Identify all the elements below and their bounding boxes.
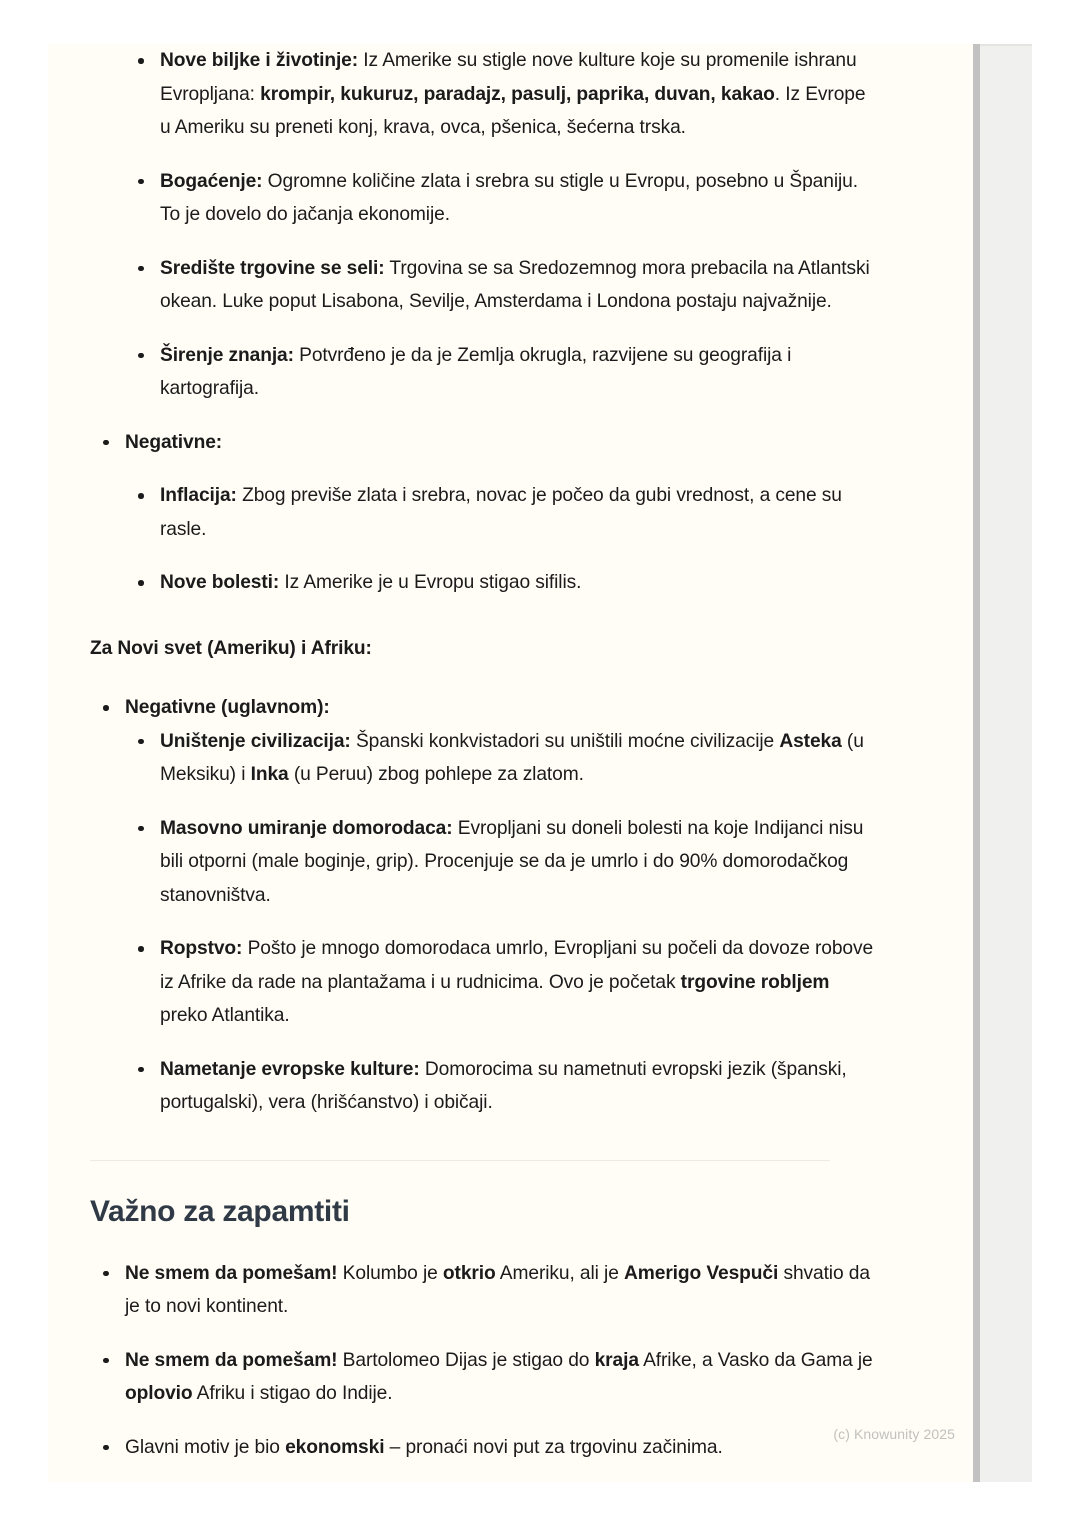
- item-text: (u Meksiku) i: [160, 730, 864, 785]
- list-item: [90, 252, 880, 319]
- new-world-lead: Za Novi svet (Ameriku) i Afriku:: [90, 637, 372, 659]
- spacer: [90, 1411, 880, 1431]
- item-text: . Iz Evrope u Ameriku su preneti konj, krava, ovca, pšenica, šećerna trska.: [160, 83, 866, 138]
- right-side-panel: [980, 44, 1032, 1482]
- item-text: – pronaći novi put za trgovinu začinima.: [384, 1436, 723, 1458]
- list-item: [90, 932, 880, 1033]
- item-rich-text: [160, 171, 858, 226]
- item-label: Središte trgovine se seli:: [160, 257, 385, 279]
- item-emphasis: krompir, kukuruz, paradajz, pasulj, paprika, duvan, kakao: [260, 83, 775, 105]
- item-emphasis: Asteka: [779, 730, 842, 752]
- item-emphasis: Inka: [250, 764, 289, 785]
- item-rich-text: [125, 1263, 870, 1318]
- item-text: shvatio da je to novi kontinent.: [125, 1262, 870, 1317]
- item-emphasis: Amerigo Vespuči: [624, 1262, 779, 1284]
- item-emphasis: oplovio: [125, 1383, 193, 1404]
- page-title: Važno za zapamtiti: [90, 1194, 350, 1228]
- list-item-heading: [90, 691, 880, 725]
- item-text: Glavni motiv je bio: [125, 1436, 286, 1458]
- item-text: Domorocima su nametnuti evropski jezik (španski, portugalski), vera (hrišćanstvo) i običaji.: [160, 1058, 847, 1113]
- bullet-icon: [103, 1445, 109, 1451]
- item-rich-text: [160, 345, 791, 400]
- item-emphasis: kraja: [594, 1349, 639, 1371]
- item-text: Bartolomeo Dijas je stigao do: [337, 1349, 595, 1371]
- item-emphasis: otkrio: [442, 1262, 496, 1284]
- item-label: Ropstvo:: [160, 938, 243, 959]
- item-text: Afrike, a Vasko da Gama je: [638, 1349, 873, 1371]
- list-item: [90, 479, 880, 546]
- list-item: [90, 1053, 880, 1120]
- list-item: [90, 1344, 880, 1411]
- new-world-list: [90, 691, 880, 1120]
- bullet-icon: [138, 353, 144, 359]
- item-label: Nove biljke i životinje:: [160, 50, 359, 71]
- item-text: Evropljani su doneli bolesti na koje Indijanci nisu bili otporni (male boginje, grip). Procenjuje se da je umrlo i do 90% domorodačkog stanovništva.: [160, 817, 864, 906]
- list-item: [90, 1431, 880, 1465]
- item-rich-text: [160, 938, 873, 1026]
- bullet-icon: [138, 1067, 144, 1073]
- list-item: [90, 165, 880, 232]
- spacer: [90, 406, 880, 426]
- item-rich-text: [125, 1437, 723, 1458]
- bullet-icon: [138, 179, 144, 185]
- item-rich-text: [160, 572, 581, 593]
- item-rich-text: [160, 258, 870, 313]
- list-item: [90, 566, 880, 600]
- bullet-icon: [138, 946, 144, 952]
- list-item-heading: [90, 426, 880, 460]
- vertical-scrollbar[interactable]: [972, 44, 980, 1482]
- spacer: [90, 319, 880, 339]
- important-list: [90, 1257, 880, 1465]
- item-label: Bogaćenje:: [160, 170, 263, 192]
- list-item: [90, 1257, 880, 1324]
- spacer: [90, 145, 880, 165]
- spacer: [90, 665, 880, 685]
- watermark: (c) Knowunity 2025: [833, 1426, 955, 1442]
- spacer: [90, 459, 880, 479]
- spacer: [90, 232, 880, 252]
- list-item: [90, 44, 880, 145]
- bullet-icon: [138, 266, 144, 272]
- item-label: Negativne:: [125, 431, 223, 453]
- item-label: Masovno umiranje domorodaca:: [160, 817, 453, 839]
- item-emphasis: ekonomski: [285, 1436, 385, 1458]
- list-item: [90, 339, 880, 406]
- item-rich-text: [125, 432, 222, 453]
- item-text: preko Atlantika.: [160, 1005, 290, 1026]
- item-label: Ne smem da pomešam!: [125, 1349, 338, 1371]
- positive-effects-list: [90, 44, 880, 406]
- item-label: Nove bolesti:: [160, 572, 280, 593]
- item-rich-text: [160, 818, 863, 906]
- bullet-icon: [103, 440, 109, 446]
- bullet-icon: [138, 58, 144, 64]
- item-text: Ameriku, ali je: [495, 1262, 625, 1284]
- bullet-icon: [138, 580, 144, 586]
- bullet-icon: [138, 826, 144, 832]
- spacer: [90, 1324, 880, 1344]
- spacer: [90, 600, 880, 620]
- negative-europe-list: [90, 426, 880, 600]
- item-label: Negativne (uglavnom):: [125, 697, 330, 718]
- spacer: [90, 1181, 880, 1193]
- bullet-icon: [138, 739, 144, 745]
- spacer: [90, 1231, 880, 1251]
- item-label: Širenje znanja:: [160, 344, 294, 366]
- item-label: Ne smem da pomešam!: [125, 1262, 338, 1284]
- bullet-icon: [103, 705, 109, 711]
- right-side-panel-top-border: [980, 44, 1032, 46]
- bullet-icon: [103, 1271, 109, 1277]
- item-rich-text: [160, 485, 842, 540]
- item-text: Potvrđeno je da je Zemlja okrugla, razvijene su geografija i kartografija.: [160, 344, 792, 399]
- item-rich-text: [160, 1059, 847, 1114]
- spacer: [90, 912, 880, 932]
- bullet-icon: [103, 1358, 109, 1364]
- spacer: [90, 546, 880, 566]
- item-text: Zbog previše zlata i srebra, novac je počeo da gubi vrednost, a cene su rasle.: [160, 485, 842, 540]
- item-text: Pošto je mnogo domorodaca umrlo, Evropljani su počeli da dovoze robove iz Afrike da rade na plantažama i u rudnicima. Ovo je početak: [160, 938, 874, 993]
- item-rich-text: [125, 1350, 873, 1405]
- item-rich-text: [160, 731, 864, 786]
- item-text: (u Peruu) zbog pohlepe za zlatom.: [288, 764, 584, 785]
- spacer: [90, 792, 880, 812]
- spacer: [90, 1140, 880, 1160]
- item-rich-text: [160, 50, 865, 138]
- list-item: [90, 812, 880, 913]
- list-item: [90, 725, 880, 792]
- item-text: Afriku i stigao do Indije.: [192, 1383, 393, 1404]
- item-text: Španski konkvistadori su uništili moćne civilizacije: [350, 730, 780, 752]
- item-text: Iz Amerike je u Evropu stigao sifilis.: [279, 572, 582, 593]
- item-text: Iz Amerike su stigle nove kulture koje su promenile ishranu Evropljana:: [160, 50, 857, 105]
- spacer: [90, 1120, 880, 1140]
- bullet-icon: [138, 493, 144, 499]
- item-text: Kolumbo je: [337, 1262, 443, 1284]
- item-label: Nametanje evropske kulture:: [160, 1058, 420, 1080]
- item-text: Trgovina se sa Sredozemnog mora prebacila na Atlantski okean. Luke poput Lisabona, Sevilje, Amsterdama i Londona postaju najvažnije.: [160, 257, 870, 312]
- item-emphasis: trgovine robljem: [680, 971, 830, 993]
- spacer: [90, 1033, 880, 1053]
- spacer: [90, 1161, 880, 1181]
- item-label: Inflacija:: [160, 485, 237, 506]
- document-content: [90, 44, 880, 1464]
- item-label: Uništenje civilizacija:: [160, 730, 351, 752]
- spacer: [90, 620, 880, 632]
- document-page: [48, 44, 973, 1482]
- item-text: Ogromne količine zlata i srebra su stigle u Evropu, posebno u Španiju. To je dovelo do jačanja ekonomije.: [160, 170, 858, 225]
- item-rich-text: [125, 697, 330, 718]
